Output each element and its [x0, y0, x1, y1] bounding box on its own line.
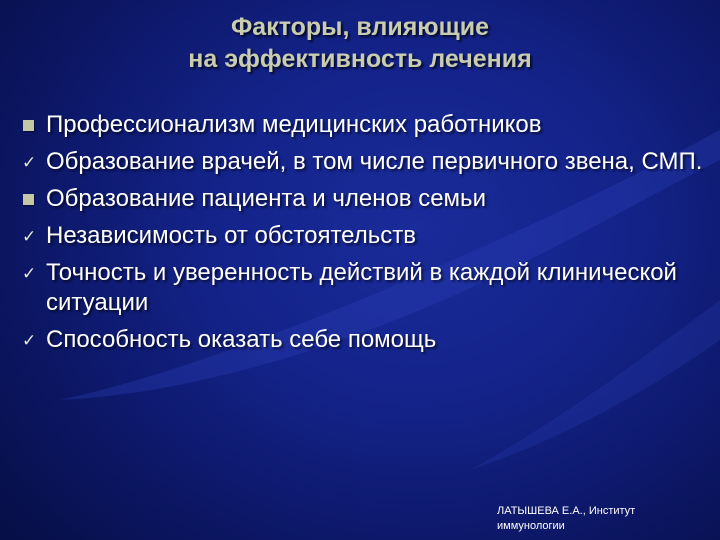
author-credit-line-1: ЛАТЫШЕВА Е.А., Институт [497, 505, 636, 517]
bullet-item [22, 325, 712, 355]
bullet-text: Способность оказать себе помощь [46, 326, 437, 353]
bullet-text: Образование пациента и членов семьи [46, 185, 486, 212]
square-bullet-icon [23, 194, 34, 205]
checkmark-icon: ✓ [22, 153, 37, 172]
bullet-item [22, 221, 712, 251]
slide-title-line-1: Факторы, влияющие [230, 13, 490, 41]
square-bullet-icon [23, 120, 34, 131]
author-credit-line-2: иммунологии [497, 520, 565, 532]
bullet-item [22, 110, 712, 140]
bullet-text: Точность и уверенность действий в каждой клинической ситуации [46, 259, 677, 316]
checkmark-icon: ✓ [22, 331, 37, 350]
slide-title-line-2: на эффективность лечения [188, 45, 532, 73]
bullet-item [22, 258, 712, 318]
bullet-list [22, 110, 712, 362]
bullet-item [22, 147, 712, 177]
bullet-text: Профессионализм медицинских работников [46, 111, 542, 138]
checkmark-icon: ✓ [22, 264, 37, 283]
checkmark-icon: ✓ [22, 227, 37, 246]
bullet-text: Независимость от обстоятельств [46, 222, 416, 249]
author-credit [497, 504, 697, 534]
slide-title [0, 11, 720, 75]
bullet-text: Образование врачей, в том числе первичного звена, СМП. [46, 148, 703, 175]
bullet-item [22, 184, 712, 214]
